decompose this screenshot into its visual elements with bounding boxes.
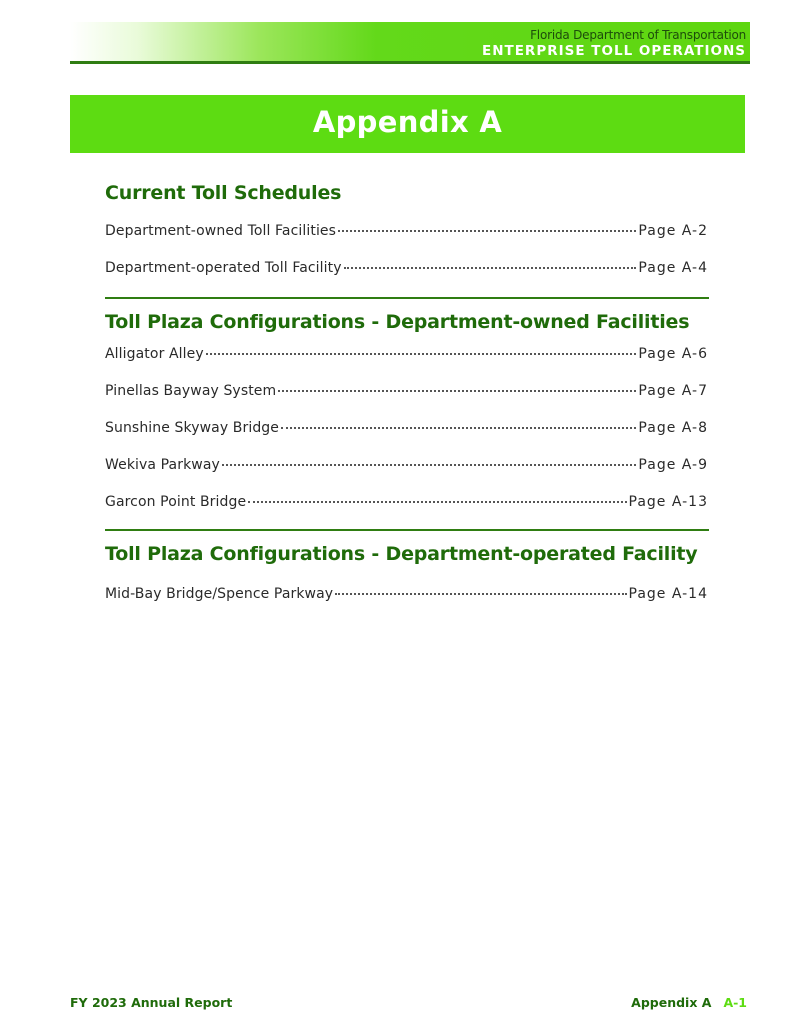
page-title: Appendix A bbox=[312, 105, 503, 139]
toc-entry-label: Alligator Alley bbox=[105, 346, 204, 362]
toc-entry-label: Wekiva Parkway bbox=[105, 457, 220, 473]
footer-report-title: FY 2023 Annual Report bbox=[70, 995, 233, 1010]
toc-entry-page: Page A-4 bbox=[638, 260, 708, 276]
section-department-operated-facility bbox=[105, 543, 708, 602]
dot-leader bbox=[222, 464, 637, 466]
toc-entry[interactable] bbox=[105, 586, 708, 606]
section-current-toll-schedules bbox=[105, 182, 708, 276]
toc-entry-page: Page A-9 bbox=[638, 457, 708, 473]
toc-entry-page: Page A-8 bbox=[638, 420, 708, 436]
toc-entry-page: Page A-13 bbox=[628, 494, 708, 510]
toc-entry-label: Sunshine Skyway Bridge bbox=[105, 420, 280, 436]
section-heading: Toll Plaza Configurations - Department-owned Facilities bbox=[105, 311, 690, 333]
toc-entry[interactable] bbox=[105, 223, 708, 243]
section-heading: Toll Plaza Configurations - Department-operated Facility bbox=[105, 543, 698, 565]
toc-entry-label: Department-owned Toll Facilities bbox=[105, 223, 337, 239]
section-heading: Current Toll Schedules bbox=[105, 182, 342, 204]
footer-page-number: A-1 bbox=[723, 995, 747, 1010]
dot-leader bbox=[344, 267, 637, 269]
toc-entry-page: Page A-2 bbox=[638, 223, 708, 239]
dot-leader bbox=[335, 593, 626, 595]
dot-leader bbox=[206, 353, 637, 355]
toc-entry-label: Pinellas Bayway System bbox=[105, 383, 277, 399]
dot-leader bbox=[281, 427, 636, 429]
toc-entry-label: Garcon Point Bridge bbox=[105, 494, 247, 510]
title-banner bbox=[70, 95, 745, 153]
dot-leader bbox=[278, 390, 636, 392]
toc-entry-label: Department-operated Toll Facility bbox=[105, 260, 342, 276]
footer-section-name: Appendix A bbox=[631, 995, 712, 1010]
section-divider bbox=[105, 529, 709, 531]
organization-name: Florida Department of Transportation bbox=[530, 28, 746, 42]
section-divider bbox=[105, 297, 709, 299]
header-band bbox=[70, 22, 750, 64]
footer-page-info bbox=[631, 995, 747, 1010]
dot-leader bbox=[338, 230, 636, 232]
toc-entry[interactable] bbox=[105, 346, 708, 366]
toc-entry-page: Page A-6 bbox=[638, 346, 708, 362]
toc-entry-page: Page A-7 bbox=[638, 383, 708, 399]
toc-entry[interactable] bbox=[105, 383, 708, 403]
toc-entry-page: Page A-14 bbox=[628, 586, 708, 602]
unit-name: ENTERPRISE TOLL OPERATIONS bbox=[481, 43, 746, 59]
toc-entry[interactable] bbox=[105, 260, 708, 280]
section-department-owned-facilities bbox=[105, 311, 708, 510]
toc-entry[interactable] bbox=[105, 494, 708, 514]
toc-entry-label: Mid-Bay Bridge/Spence Parkway bbox=[105, 586, 334, 602]
toc-entry[interactable] bbox=[105, 420, 708, 440]
toc-entry[interactable] bbox=[105, 457, 708, 477]
dot-leader bbox=[248, 501, 626, 503]
